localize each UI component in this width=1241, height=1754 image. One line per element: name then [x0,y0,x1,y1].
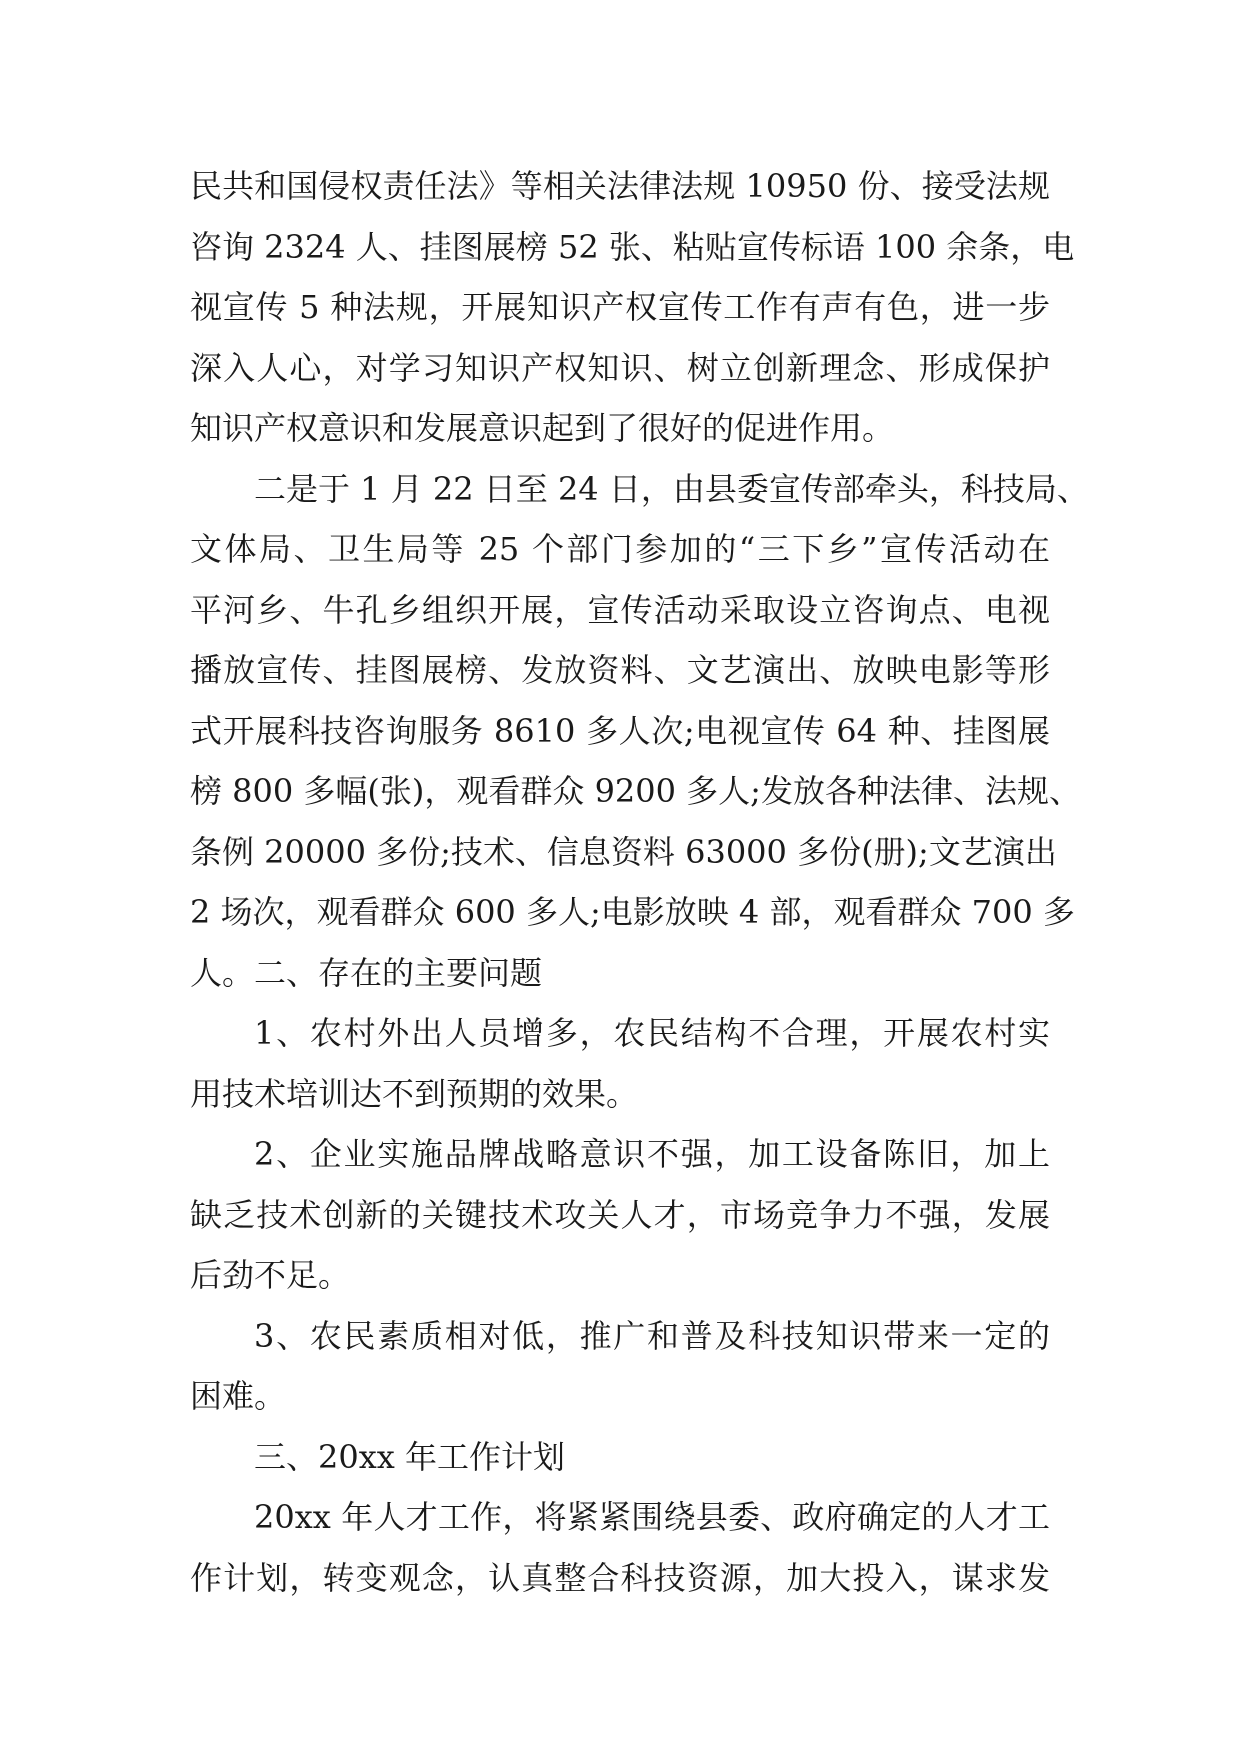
text-line: 播放宣传、挂图展榜、发放资料、文艺演出、放映电影等形 [190,651,1050,689]
section-heading: 人。二、存在的主要问题 [190,953,543,992]
text-line: 文体局、卫生局等 25 个部门参加的“三下乡”宣传活动在 [190,530,1050,568]
text-line: 平河乡、牛孔乡组织开展，宣传活动采取设立咨询点、电视 [190,590,1050,629]
text-line: 后劲不足。 [190,1256,351,1294]
text-line: 知识产权意识和发展意识起到了很好的促进作用。 [190,409,895,447]
text-line: 条例 20000 多份;技术、信息资料 63000 多份(册);文艺演出 [190,832,1057,871]
text-line: 式开展科技咨询服务 8610 多人次;电视宣传 64 种、挂图展 [190,711,1050,750]
text-line: 视宣传 5 种法规，开展知识产权宣传工作有声有色，进一步 [190,288,1050,326]
text-line: 2、企业实施品牌战略意识不强，加工设备陈旧，加上 [254,1135,1050,1173]
text-line: 2 场次，观看群众 600 多人;电影放映 4 部，观看群众 700 多 [190,893,1075,931]
text-line: 缺乏技术创新的关键技术攻关人才，市场竞争力不强，发展 [190,1195,1050,1234]
text-line: 民共和国侵权责任法》等相关法律法规 10950 份、接受法规 [190,167,1050,205]
text-line: 1、农村外出人员增多，农民结构不合理，开展农村实 [254,1014,1050,1052]
document-body [190,156,1089,1608]
text-line: 困难。 [190,1377,287,1415]
text-line: 榜 800 多幅(张)，观看群众 9200 多人;发放各种法律、法规、 [190,772,1081,810]
text-line: 二是于 1 月 22 日至 24 日，由县委宣传部牵头，科技局、 [254,469,1089,508]
text-line: 3、农民素质相对低，推广和普及科技知识带来一定的 [254,1316,1050,1355]
section-heading: 三、20xx 年工作计划 [254,1437,565,1476]
text-line: 20xx 年人才工作，将紧紧围绕县委、政府确定的人才工 [254,1498,1050,1536]
text-line: 用技术培训达不到预期的效果。 [190,1074,639,1113]
text-line: 深入人心，对学习知识产权知识、树立创新理念、形成保护 [190,348,1050,387]
text-line: 咨询 2324 人、挂图展榜 52 张、粘贴宣传标语 100 余条，电 [190,227,1075,266]
text-line: 作计划，转变观念，认真整合科技资源，加大投入，谋求发 [190,1558,1050,1597]
